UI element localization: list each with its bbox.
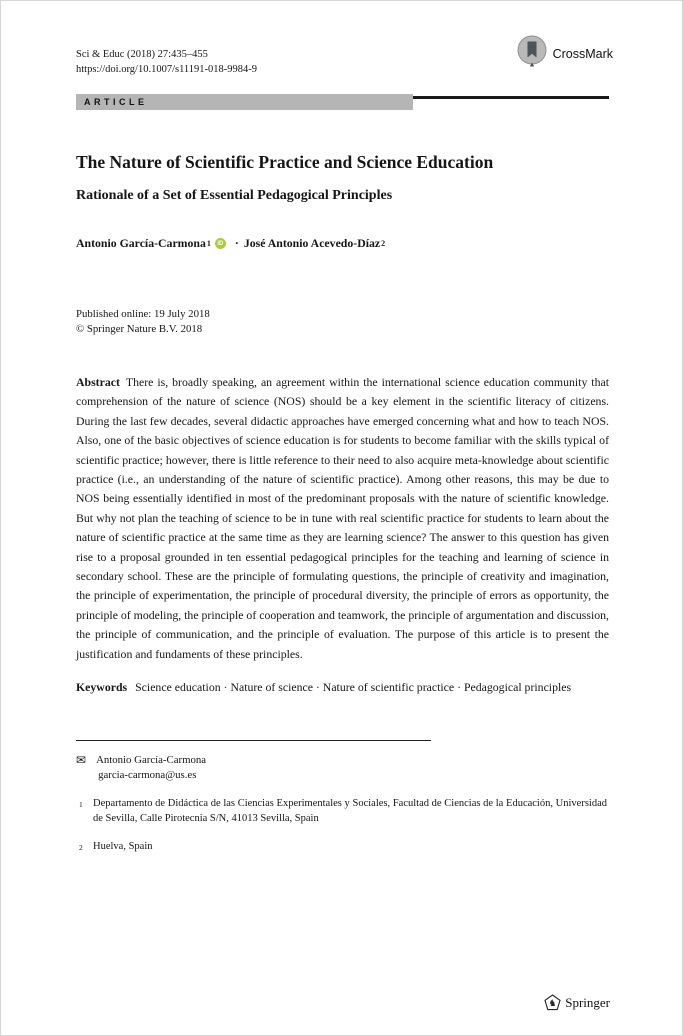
author-2[interactable]: José Antonio Acevedo-Díaz — [243, 236, 381, 250]
keywords-label: Keywords — [76, 680, 128, 695]
orcid-icon[interactable]: iD — [215, 238, 226, 249]
article-type-bar — [76, 94, 609, 110]
affiliation-1-number: 1 — [79, 800, 83, 810]
header-rule — [413, 96, 609, 99]
footnote-rule — [76, 740, 431, 741]
author-1[interactable]: Antonio García-Carmona — [76, 236, 206, 250]
svg-text:♞: ♞ — [548, 998, 557, 1008]
doi-link[interactable]: https://doi.org/10.1007/s11191-018-9984-9 — [76, 64, 258, 75]
keywords-text: Science education · Nature of science · Nature of scientific practice · Pedagogical principles — [135, 680, 572, 695]
correspondence-block — [76, 753, 609, 783]
affiliation-2-text: Huelva, Spain — [93, 841, 153, 853]
publisher-name: Springer — [565, 994, 610, 1010]
affiliation-1-text: Departamento de Didáctica de las Ciencias Experimentales y Sociales, Facultad de Ciencias de la Educación, Universidad de Sevilla, Calle Pirotecnia S/N, 41013 Sevilla, Spain — [93, 798, 607, 825]
crossmark-icon — [517, 35, 547, 72]
corresponding-author-email[interactable]: garcia-carmona@us.es — [98, 769, 197, 782]
publication-meta — [76, 307, 609, 337]
page-title: The Nature of Scientific Practice and Science Education — [76, 152, 494, 172]
abstract-label: Abstract — [76, 375, 120, 389]
author-line: Antonio García-Carmona 1 iD · José Antonio Acevedo-Díaz 2 — [76, 236, 386, 250]
keywords — [76, 678, 609, 696]
affiliation-2-number: 2 — [79, 843, 83, 853]
page-header — [76, 46, 613, 77]
article-type-label: ARTICLE — [76, 94, 413, 110]
envelope-icon: ✉ — [76, 753, 87, 768]
publisher-logo — [544, 994, 610, 1011]
copyright-line: © Springer Nature B.V. 2018 — [76, 323, 203, 335]
crossmark-label: CrossMark — [552, 46, 613, 61]
springer-knight-icon — [544, 994, 561, 1011]
affiliation-2 — [76, 839, 609, 855]
crossmark-badge[interactable] — [517, 35, 613, 72]
abstract — [76, 373, 609, 664]
abstract-text: There is, broadly speaking, an agreement within the international science education community that comprehension of the nature of science (NOS) should be a key element in the scientific literacy of citizens. During the last few decades, several didactic approaches have emerged concerning what and how to teach NOS. Also, one of the basic objectives of science education is for students to become familiar with the skills typical of scientific practice; however, there is little reference to their need to also acquire meta-knowledge about scientific practice (i.e., an understanding of the nature of scientific practice). Among other reasons, this may be due to NOS being essentially identified in most of the predominant proposals with the nature of scientific knowledge. But why not plan the teaching of science to be in tune with real scientific practice for students to learn about the nature of scientific practice at the same time as they are learning science? The answer to this question has given rise to a proposal grounded in ten essential pedagogical principles for the teaching and learning of science in secondary school. These are the principle of formulating questions, the principle of creativity and imagination, the principle of experimentation, the principle of procedural diversity, the principle of errors as opportunity, the principle of modeling, the principle of cooperation and teamwork, the principle of argumentation and discussion, the principle of communication, and the principle of evaluation. The purpose of this article is to present the justification and fundaments of these principles. — [76, 375, 609, 661]
published-online: Published online: 19 July 2018 — [76, 308, 210, 320]
author-separator: · — [234, 236, 239, 250]
journal-citation: Sci & Educ (2018) 27:435–455 — [76, 49, 208, 60]
page-subtitle: Rationale of a Set of Essential Pedagogical Principles — [76, 188, 393, 203]
corresponding-author-name: Antonio García-Carmona — [96, 754, 207, 767]
affiliation-1 — [76, 796, 609, 826]
